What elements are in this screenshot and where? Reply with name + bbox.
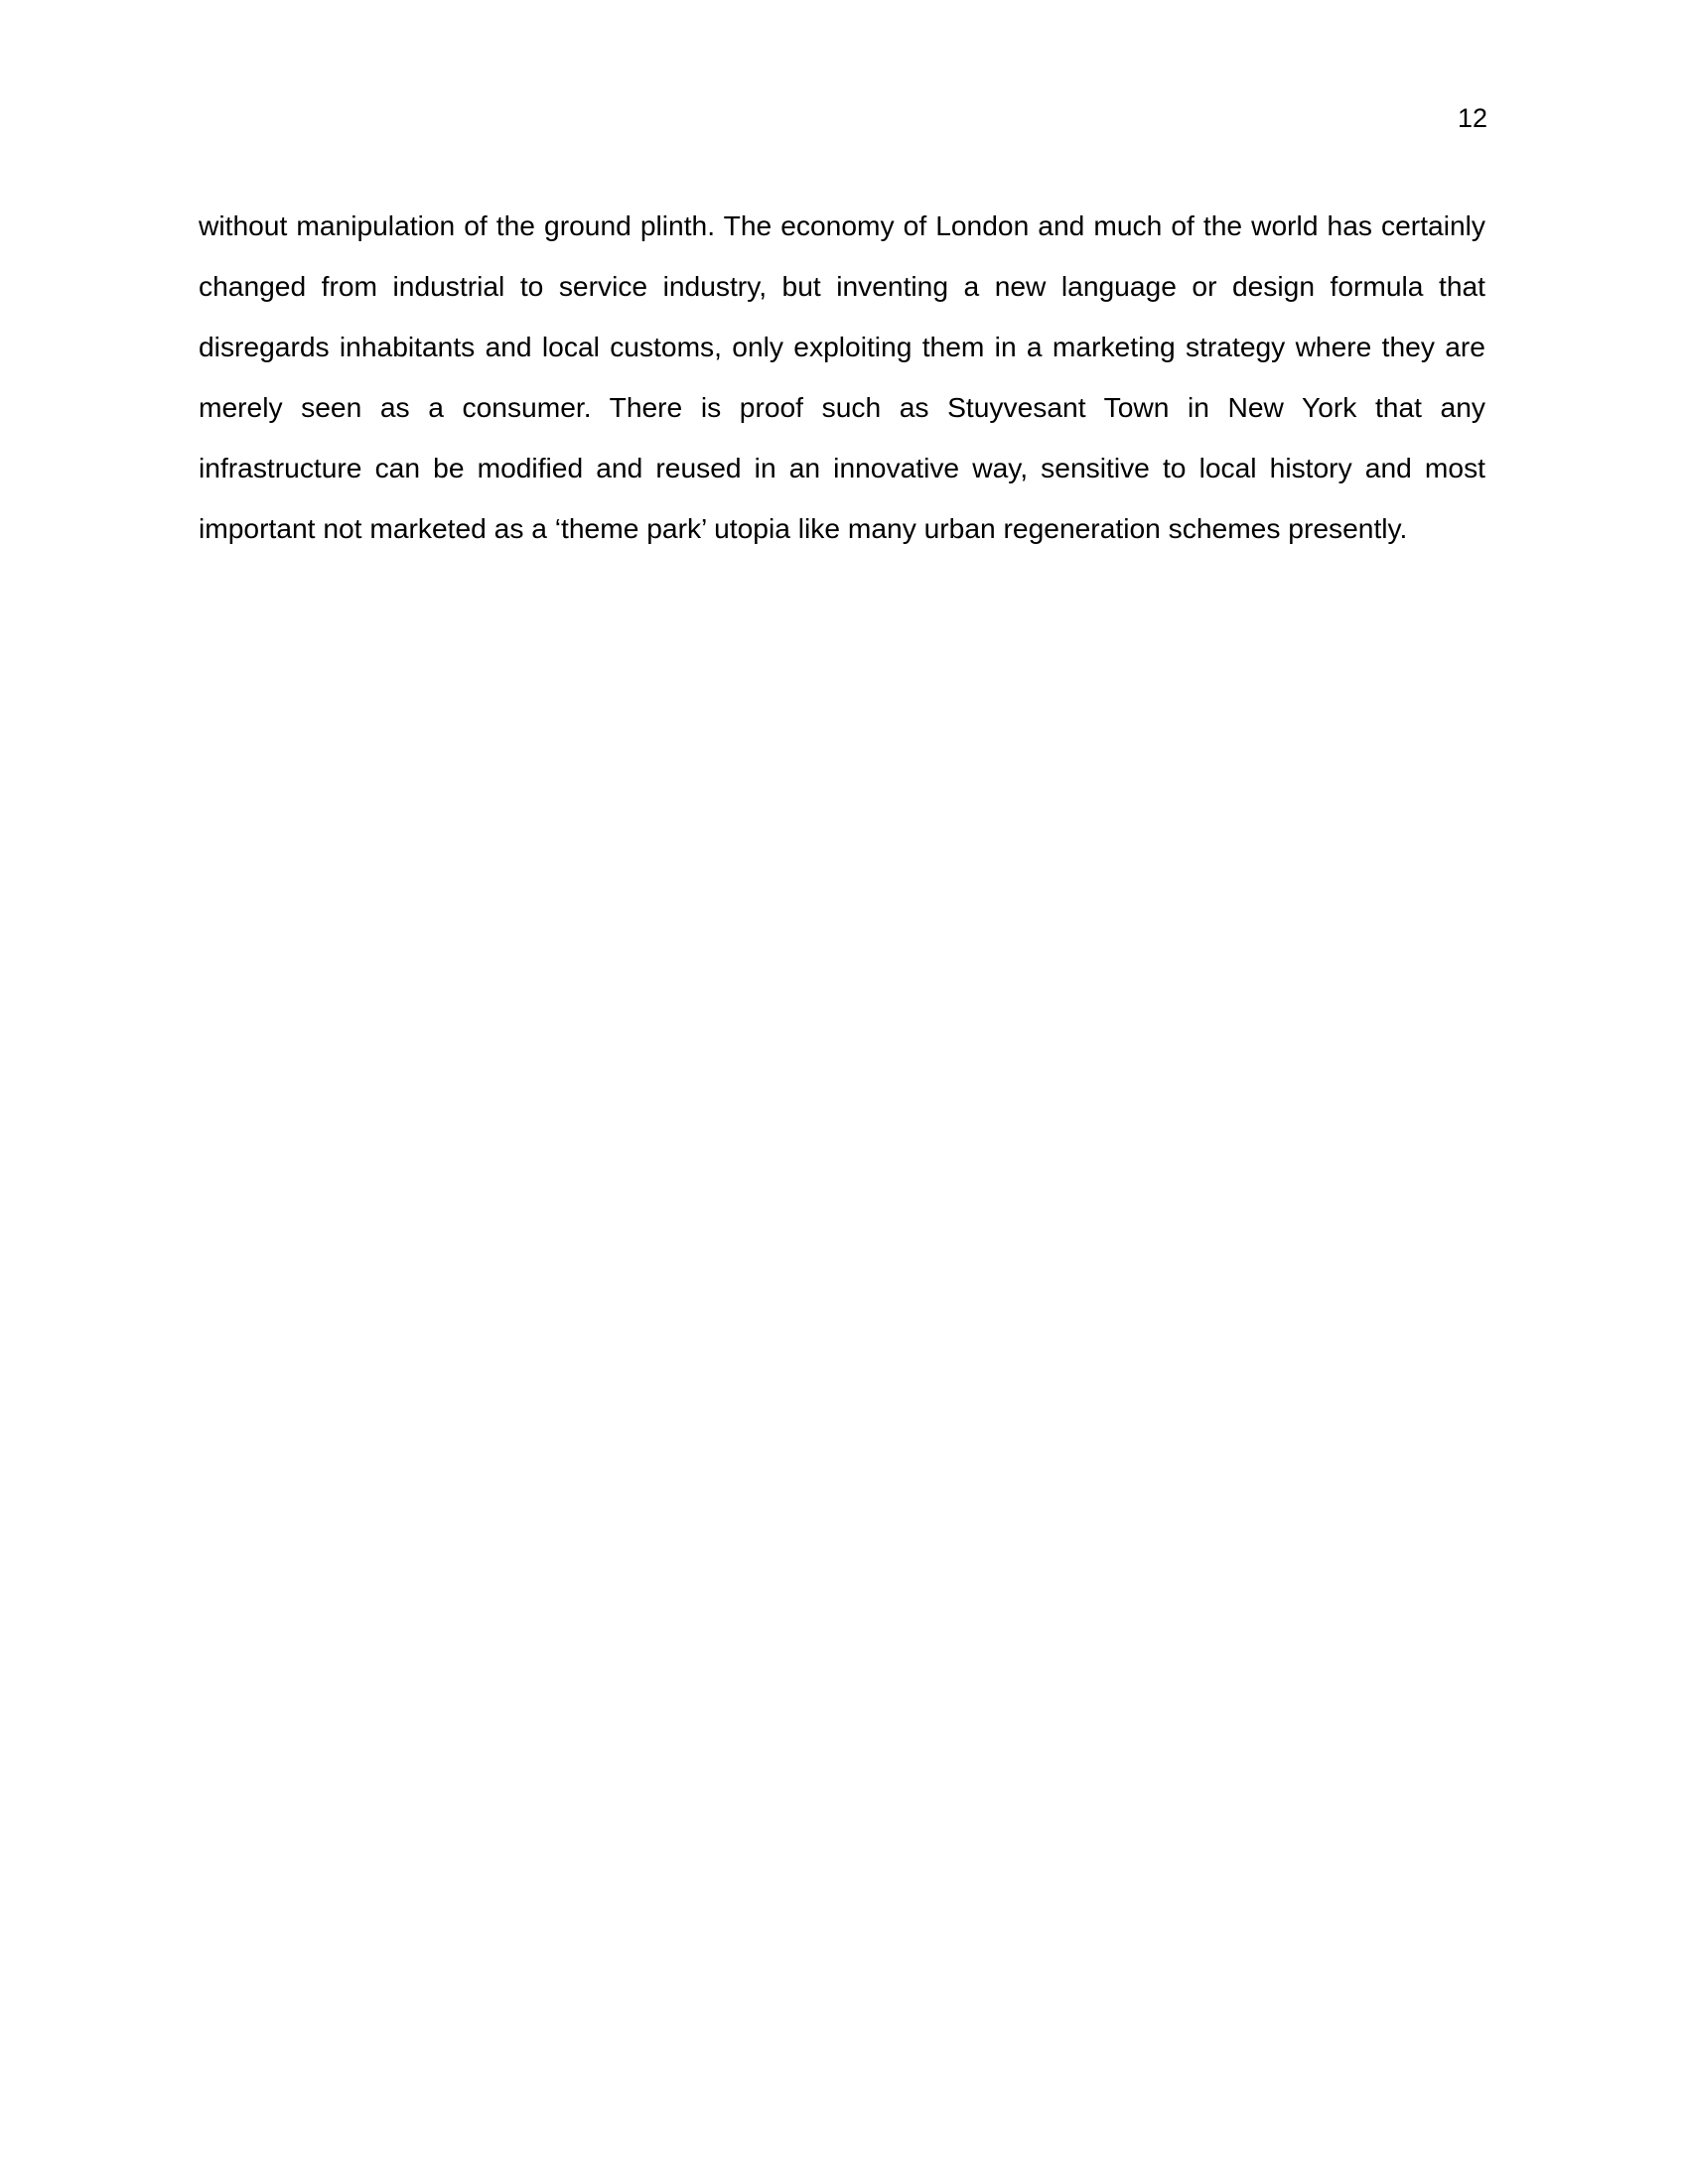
body-paragraph: without manipulation of the ground plinth. The economy of London and much of the world has certainly changed from industrial to service industry, but inventing a new language or design formula that disregards inhabitants and local customs, only exploiting them in a marketing strategy where they are merely seen as a consumer. There is proof such as Stuyvesant Town in New York that any infrastructure can be modified and reused in an innovative way, sensitive to local history and most important not marketed as a ‘theme park’ utopia like many urban regeneration schemes presently. [199, 209, 1485, 544]
page-number: 12 [1457, 103, 1487, 133]
